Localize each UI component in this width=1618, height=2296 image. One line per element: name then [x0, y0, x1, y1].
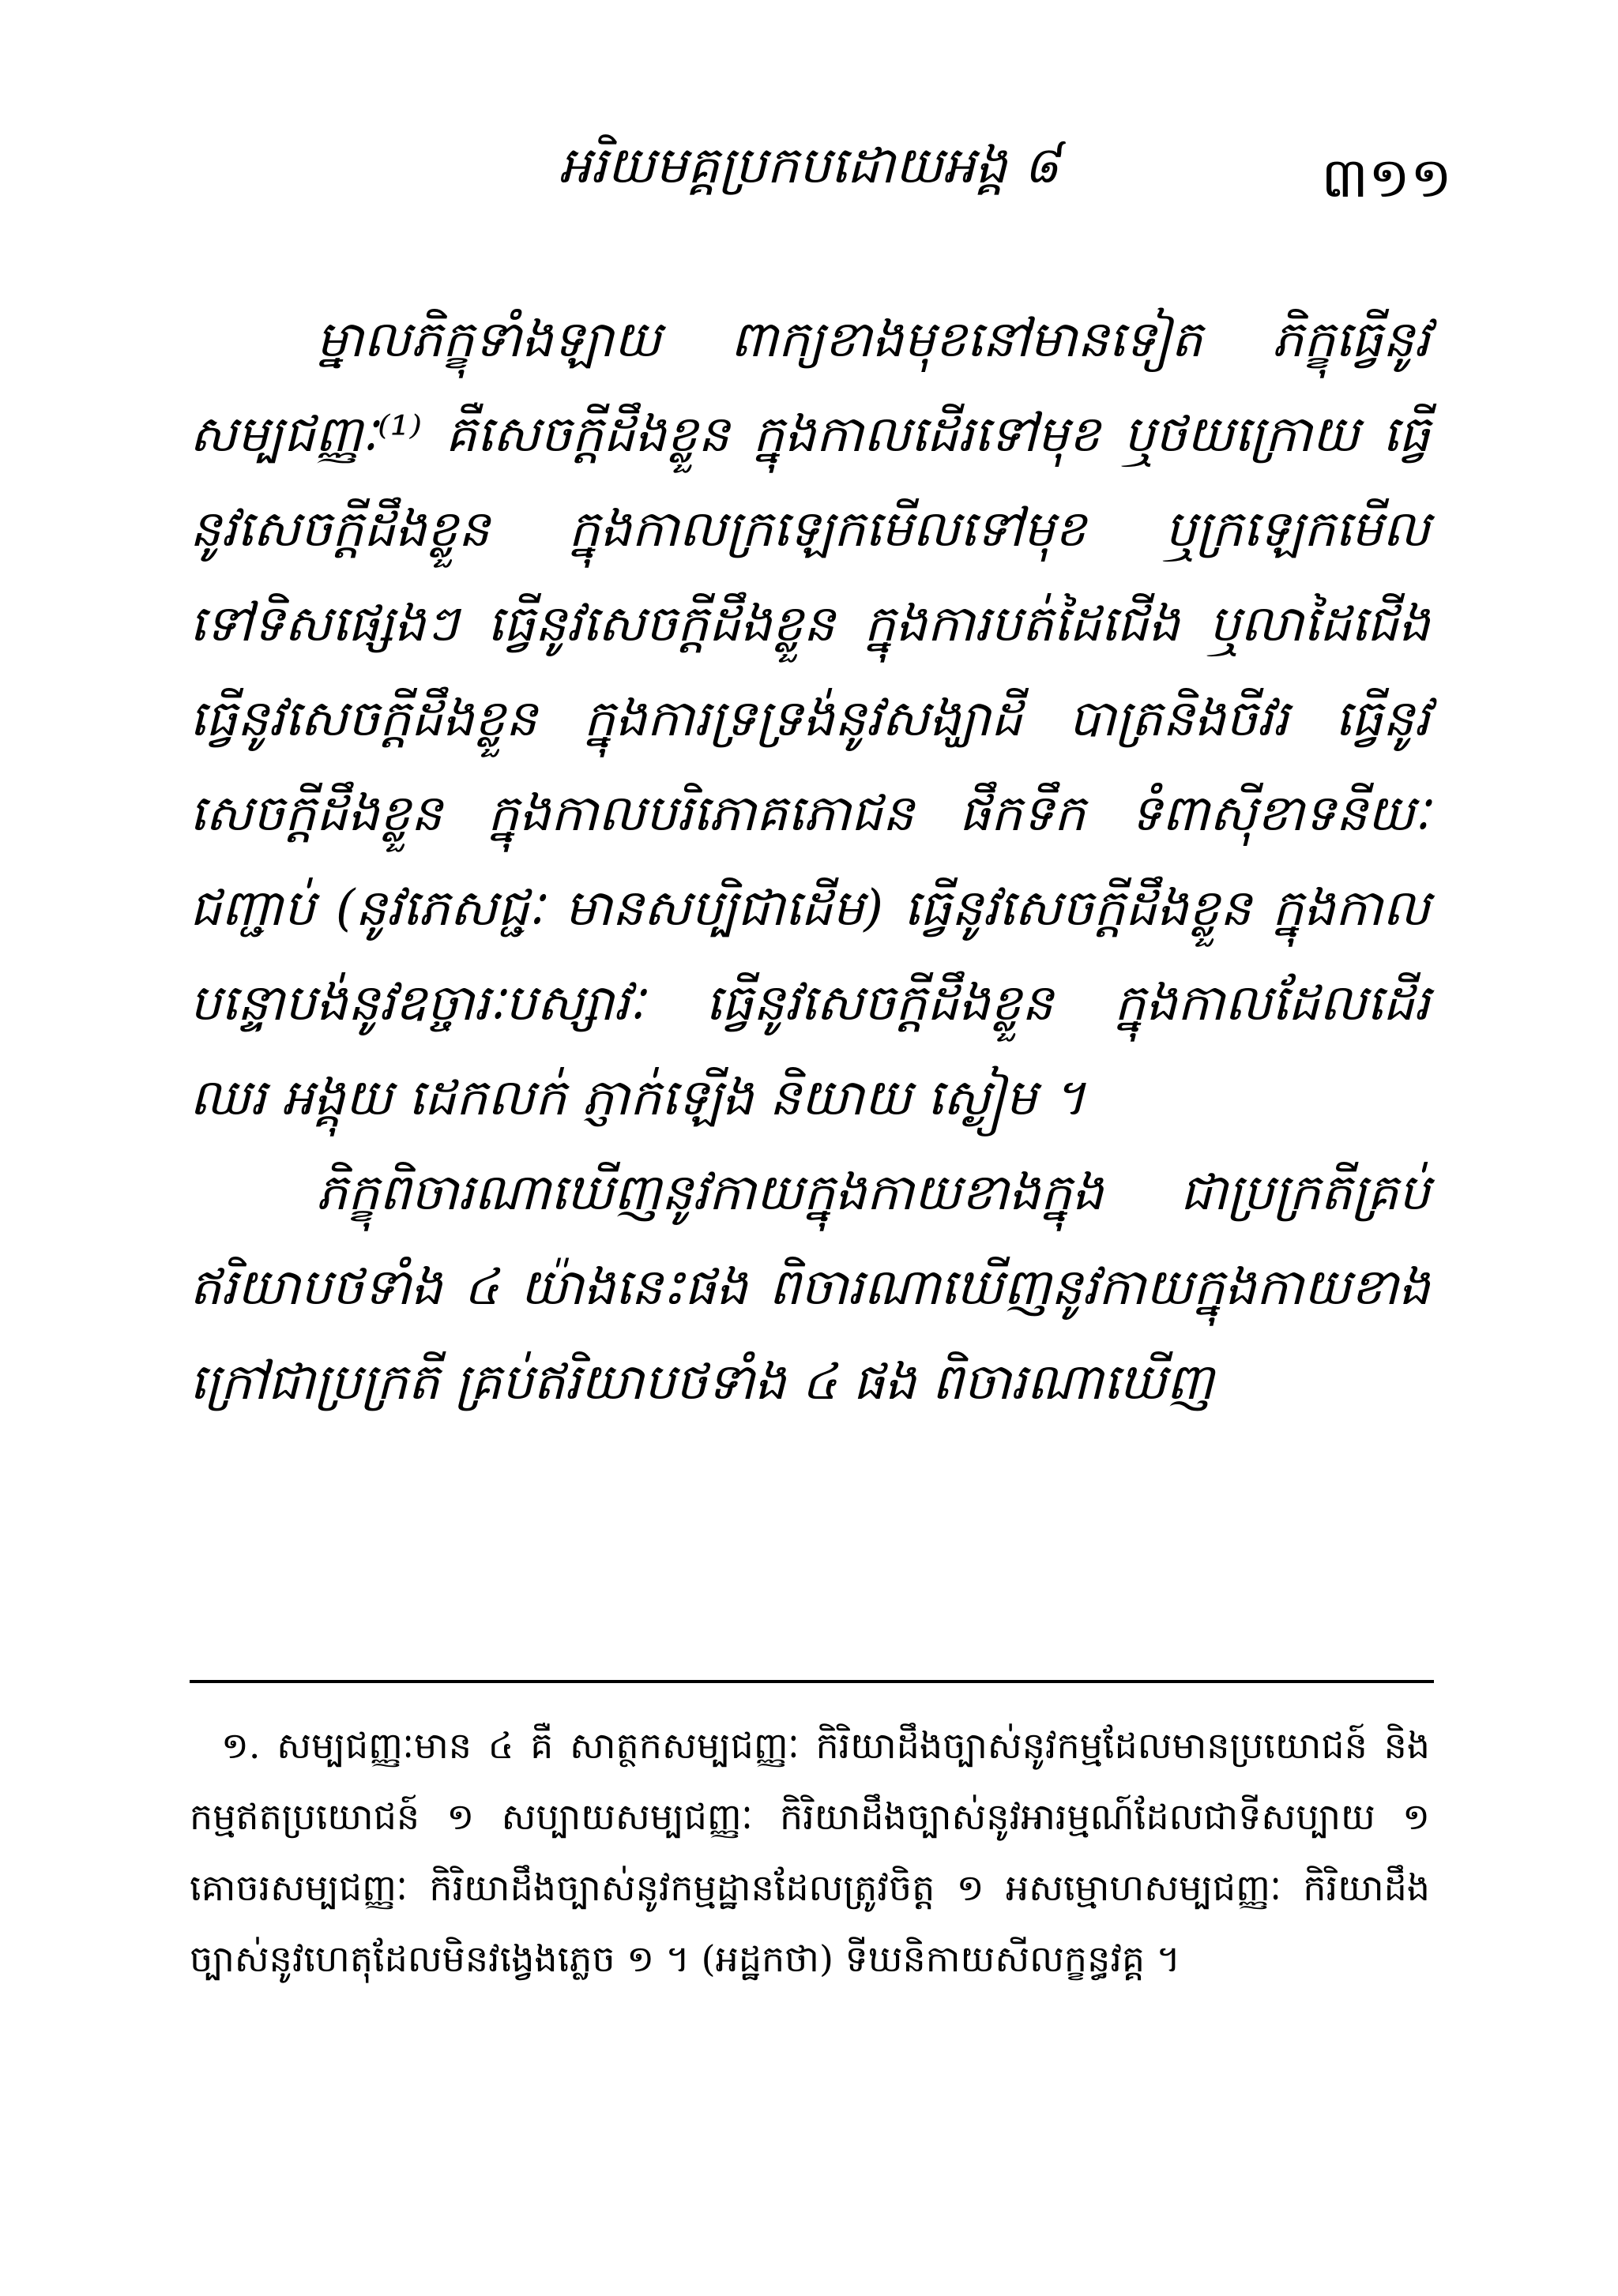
body-paragraph: ភិក្ខុពិចារណាឃើញនូវកាយក្នុងកាយខាងក្នុង ជាប្រក្រតីគ្រប់ឥរិយាបថទាំង ៤ យ៉ាងនេះផង ពិចារណាឃើញនូវកាយក្នុងកាយខាងក្រៅជាប្រក្រតី គ្រប់ឥរិយាបថទាំង ៤ ផង ពិចារណាឃើញ: [190, 1163, 1430, 1411]
main-body-text: [190, 292, 1430, 1430]
footnote-text: ១. សម្បជញ្ញៈមាន ៤ គឺ សាត្ថកសម្បជញ្ញៈ កិរិយាដឹងច្បាស់នូវកម្មដែលមានប្រយោជន៍ និងកម្មឥតប្រយោជន៍ ១ សប្បាយសម្បជញ្ញៈ កិរិយាដឹងច្បាស់នូវអារម្មណ៍ដែលជាទីសប្បាយ ១ គោចរសម្បជញ្ញៈ កិរិយាដឹងច្បាស់នូវកម្មដ្ឋានដែលត្រូវចិត្ត ១ អសម្មោហសម្បជញ្ញៈ កិរិយាដឹងច្បាស់នូវហេតុដែលមិនវង្វេងភ្លេច ១ ។ (អដ្ឋកថា) ទីឃនិកាយសីលក្ខន្ធវគ្គ ។: [190, 1724, 1430, 1980]
page-number: ៣១១: [1321, 145, 1452, 210]
footnote-divider: [190, 1680, 1434, 1683]
page-header-title: អរិយមគ្គប្រកបដោយអង្គ ៨: [559, 137, 1059, 195]
footnote: [190, 1710, 1430, 1994]
body-paragraph: ម្នាលភិក្ខុទាំងឡាយ ពាក្យខាងមុខនៅមានទៀត ភិក្ខុធ្វើនូវសម្បជញ្ញៈ⁽¹⁾ គឺសេចក្តីដឹងខ្លួន ក្នុងកាលដើរទៅមុខ ឬថយក្រោយ ធ្វើនូវសេចក្តីដឹងខ្លួន ក្នុងកាលក្រឡេកមើលទៅមុខ ឬក្រឡេកមើលទៅទិសផ្សេងៗ ធ្វើនូវសេចក្តីដឹងខ្លួន ក្នុងការបត់ដៃជើង ឬលាដៃជើង ធ្វើនូវសេចក្តីដឹងខ្លួន ក្នុងការទ្រទ្រង់នូវសង្ឃាដី បាត្រនិងចីវរ ធ្វើនូវសេចក្តីដឹងខ្លួន ក្នុងកាលបរិភោគភោជន ផឹកទឹក ទំពាស៊ីខាទនីយៈ ជញ្ជាប់ (នូវភេសជ្ជៈ មានសប្បិជាដើម) ធ្វើនូវសេចក្តីដឹងខ្លួន ក្នុងកាលបន្ទោបង់នូវឧច្ចារៈបស្សាវៈ ធ្វើនូវសេចក្តីដឹងខ្លួន ក្នុងកាលដែលដើរ ឈរ អង្គុយ ដេកលក់ ភ្ញាក់ឡើង និយាយ ស្ងៀម ។: [190, 310, 1430, 1126]
